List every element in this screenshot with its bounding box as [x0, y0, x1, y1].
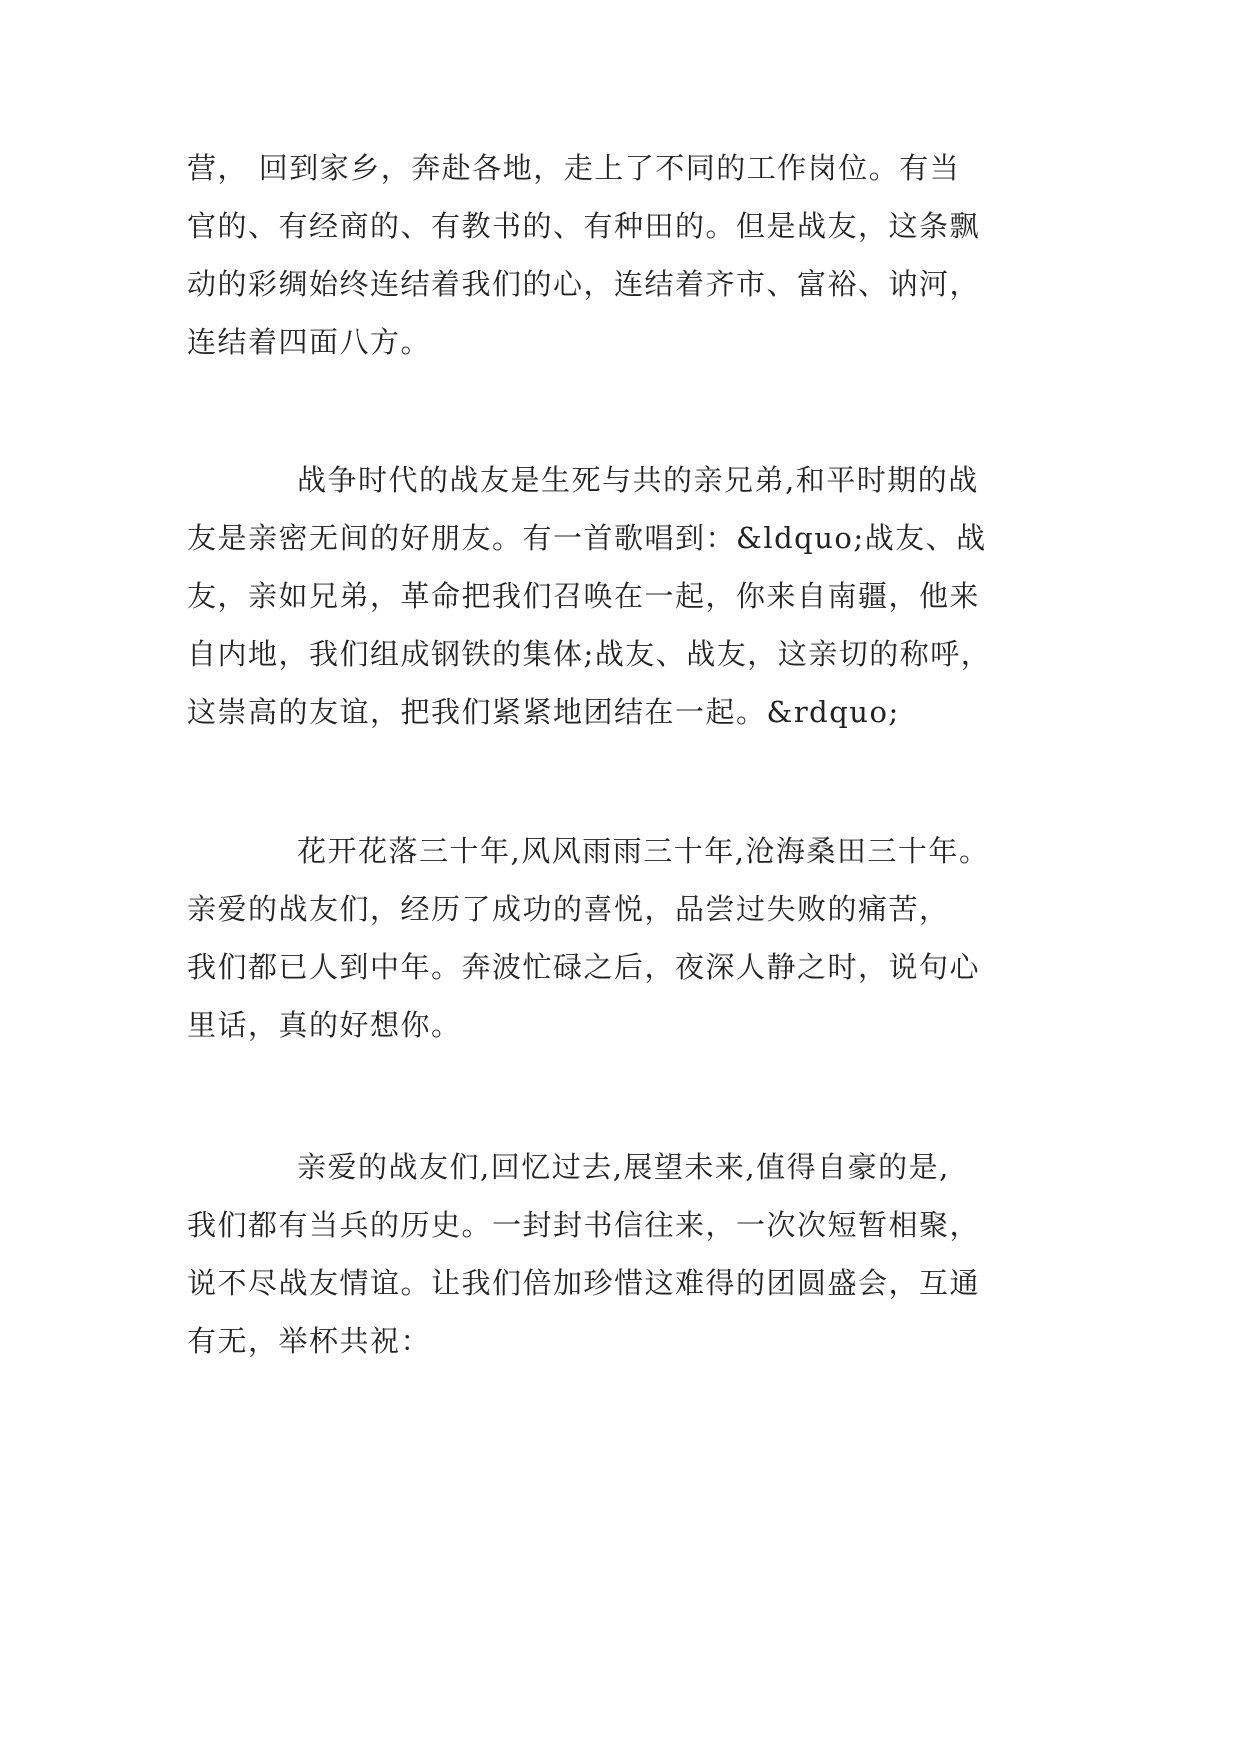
- paragraph-line: 官的、有经商的、有教书的、有种田的。但是战友，这条飘: [187, 209, 981, 243]
- paragraph-line: 亲爱的战友们,回忆过去,展望未来,值得自豪的是,: [297, 1150, 950, 1184]
- paragraph-line: 战争时代的战友是生死与共的亲兄弟,和平时期的战: [297, 463, 979, 497]
- paragraph-3: [187, 822, 1067, 1054]
- paragraph-line: 花开花落三十年,风风雨雨三十年,沧海桑田三十年。: [297, 834, 990, 868]
- paragraph-line: 说不尽战友情谊。让我们倍加珍惜这难得的团圆盛会，互通: [187, 1266, 981, 1300]
- paragraph-2: [187, 451, 1067, 741]
- paragraph-1: [187, 139, 1067, 371]
- paragraph-line: 连结着四面八方。: [187, 325, 432, 359]
- paragraph-line: 自内地，我们组成钢铁的集体;战友、战友，这亲切的称呼，: [187, 637, 992, 671]
- paragraph-line: 友是亲密无间的好朋友。有一首歌唱到：&ldquo;战友、战: [187, 521, 987, 555]
- paragraph-line: 营， 回到家乡，奔赴各地，走上了不同的工作岗位。有当: [187, 151, 961, 185]
- paragraph-line: 里话，真的好想你。: [187, 1008, 462, 1042]
- paragraph-4: [187, 1138, 1067, 1370]
- paragraph-line: 这崇高的友谊，把我们紧紧地团结在一起。&rdquo;: [187, 695, 900, 729]
- paragraph-line: 有无，举杯共祝：: [187, 1324, 432, 1358]
- paragraph-line: 友，亲如兄弟，革命把我们召唤在一起，你来自南疆，他来: [187, 579, 981, 613]
- paragraph-line: 我们都有当兵的历史。一封封书信往来，一次次短暂相聚，: [187, 1208, 981, 1242]
- paragraph-line: 我们都已人到中年。奔波忙碌之后，夜深人静之时，说句心: [187, 950, 981, 984]
- paragraph-line: 亲爱的战友们，经历了成功的喜悦，品尝过失败的痛苦，: [187, 892, 950, 926]
- paragraph-line: 动的彩绸始终连结着我们的心，连结着齐市、富裕、讷河，: [187, 267, 981, 301]
